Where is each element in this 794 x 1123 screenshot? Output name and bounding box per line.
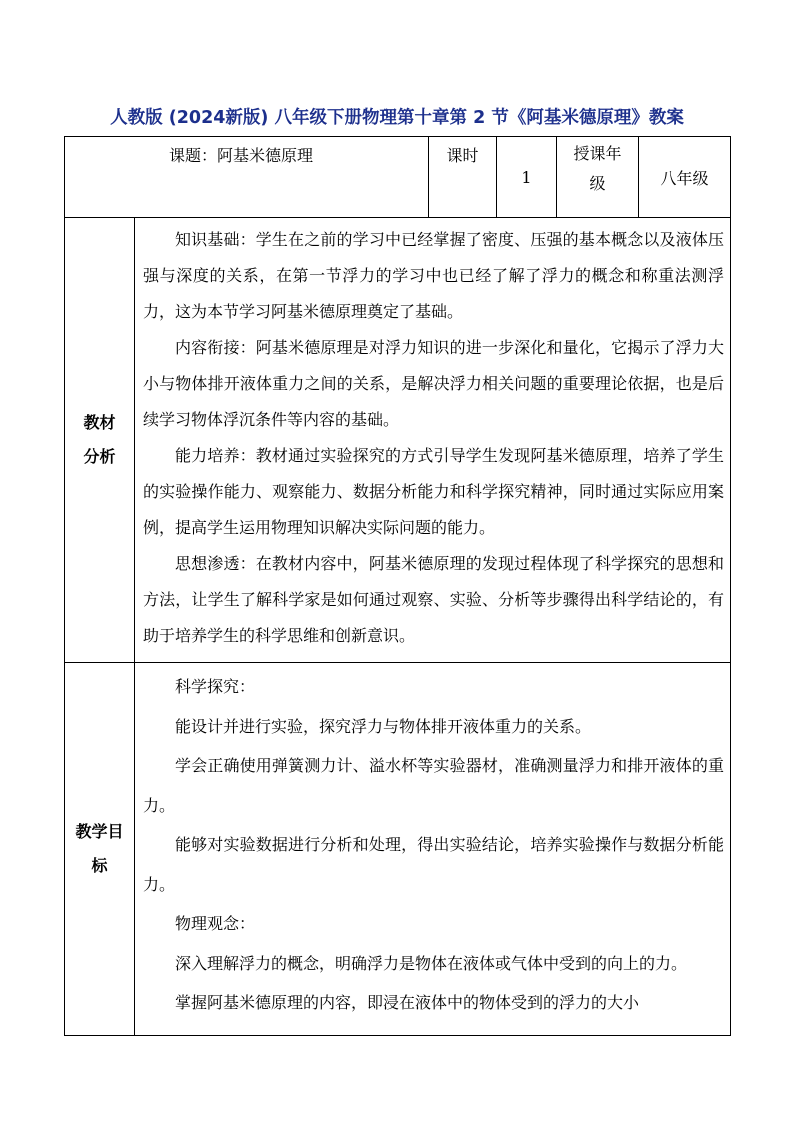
grade-label-line1: 授课年	[573, 144, 622, 163]
section-label-line1: 教学目	[75, 822, 124, 841]
section-label-line1: 教材	[83, 413, 116, 432]
section-label-line2: 分析	[83, 447, 116, 466]
paragraph: 物理观念：	[175, 914, 256, 933]
lesson-plan-table	[64, 136, 731, 1036]
section-label-line2: 标	[91, 856, 108, 875]
paragraph: 思想渗透：在教材内容中，阿基米德原理的发现过程体现了科学探究的思想和方法，让学生了解科学家是如何通过观察、实验、分析等步骤得出科学结论的，有助于培养学生的科学思维和创新意识。	[143, 554, 725, 645]
paragraph: 掌握阿基米德原理的内容，即浸在液体中的物体受到的浮力的大小	[175, 993, 640, 1012]
hours-value-cell: 1	[497, 137, 557, 218]
paragraph: 知识基础：学生在之前的学习中已经掌握了密度、压强的基本概念以及液体压强与深度的关系，在第一节浮力的学习中也已经了解了浮力的概念和称重法测浮力，这为本节学习阿基米德原理奠定了基础。	[143, 230, 725, 321]
paragraph: 能够对实验数据进行分析和处理，得出实验结论，培养实验操作与数据分析能力。	[143, 835, 725, 894]
section-label-teaching-goals	[65, 663, 135, 1036]
document-title: 人教版 (2024新版) 八年级下册物理第十章第 2 节《阿基米德原理》教案	[110, 108, 684, 128]
paragraph: 内容衔接：阿基米德原理是对浮力知识的进一步深化和量化，它揭示了浮力大小与物体排开液体重力之间的关系，是解决浮力相关问题的重要理论依据，也是后续学习物体浮沉条件等内容的基础。	[143, 338, 725, 429]
paragraph: 学会正确使用弹簧测力计、溢水杯等实验器材，准确测量浮力和排开液体的重力。	[143, 756, 725, 815]
paragraph: 深入理解浮力的概念，明确浮力是物体在液体或气体中受到的向上的力。	[175, 953, 688, 973]
grade-value-cell: 八年级	[639, 137, 731, 218]
topic-cell: 课题：阿基米德原理	[65, 137, 429, 218]
paragraph: 能设计并进行实验，探究浮力与物体排开液体重力的关系。	[175, 716, 592, 736]
header-row	[65, 137, 731, 218]
paragraph: 能力培养：教材通过实验探究的方式引导学生发现阿基米德原理，培养了学生的实验操作能力、观察能力、数据分析能力和科学探究精神，同时通过实际应用案例，提高学生运用物理知识解决实际问题的能力。	[143, 446, 725, 537]
section-label-textbook-analysis	[65, 218, 135, 663]
section-row-textbook-analysis	[65, 218, 731, 663]
grade-label-cell	[557, 137, 639, 218]
section-content-teaching-goals	[135, 663, 731, 1036]
section-row-teaching-goals	[65, 663, 731, 1036]
hours-label-cell: 课时	[429, 137, 497, 218]
section-content-textbook-analysis	[135, 218, 731, 663]
grade-label-line2: 级	[589, 174, 606, 193]
paragraph: 科学探究：	[175, 677, 256, 696]
